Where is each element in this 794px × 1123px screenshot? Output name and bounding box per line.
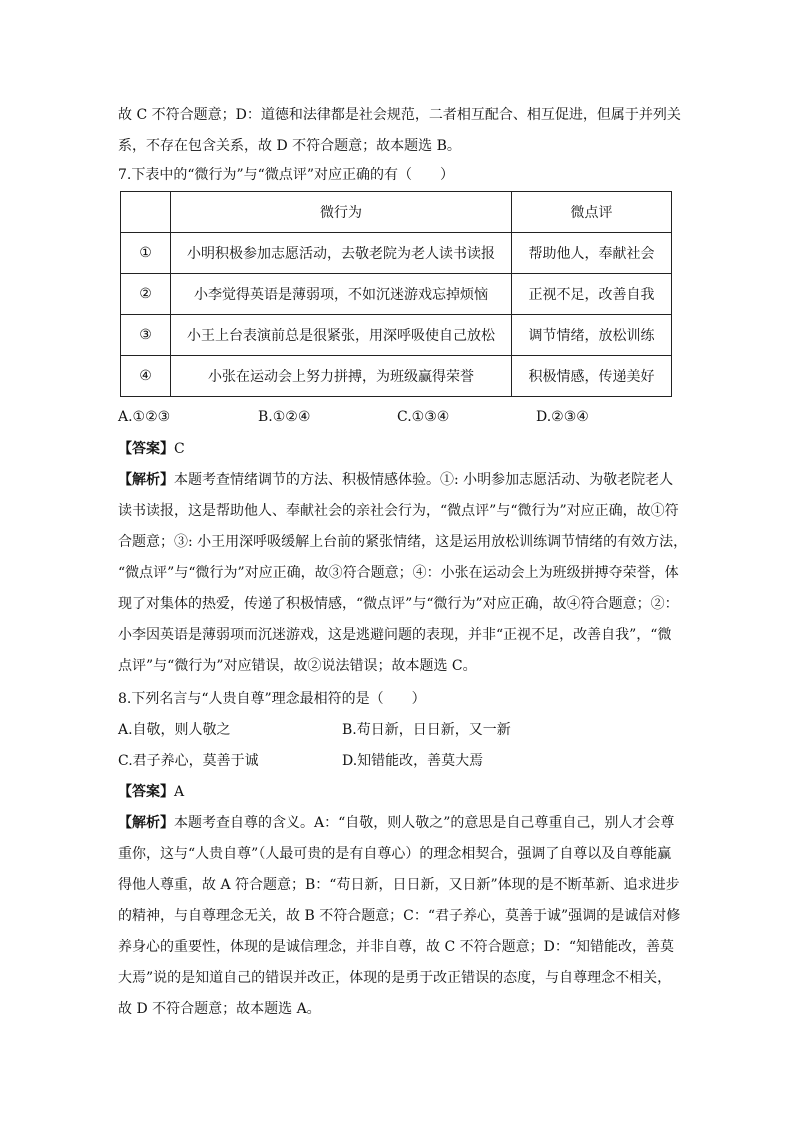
option-c: C.①③④	[397, 409, 450, 425]
intro-line: 故 C 不符合题意；D：道德和法律都是社会规范，二者相互配合、相互促进，但属于并列关	[118, 107, 681, 123]
analysis-text: 本题考查自尊的含义。A：“自敬，则人敬之”的意思是自己尊重自己，别人才会尊	[174, 815, 675, 831]
table-cell-behavior: 小明积极参加志愿活动，去敬老院为老人读书读报	[171, 233, 512, 274]
answer-label: 【答案】	[118, 441, 174, 457]
table-row	[121, 274, 672, 315]
q7-answer-block	[118, 434, 676, 465]
analysis-line: 合题意；③: 小王用深呼吸缓解上台前的紧张情绪，这是运用放松训练调节情绪的有效方法，	[118, 534, 688, 550]
table-cell-behavior: 小王上台表演前总是很紧张，用深呼吸使自己放松	[171, 315, 512, 356]
answer-line	[118, 777, 676, 808]
table-header-cell: 微行为	[171, 192, 512, 233]
q8-stem-block	[118, 684, 676, 715]
table-row	[121, 233, 672, 274]
table-cell-index: ①	[121, 233, 171, 274]
table-row	[121, 315, 672, 356]
analysis-line	[118, 808, 676, 839]
answer-value: A	[174, 784, 185, 800]
table-cell-behavior: 小张在运动会上努力拼搏，为班级赢得荣誉	[171, 356, 512, 397]
table-row	[121, 356, 672, 397]
q8-answer-block	[118, 777, 676, 808]
analysis-line: 的精神，与自尊理念无关，故 B 不符合题意；C：“君子养心，莫善于诚”强调的是诚信对修	[118, 908, 681, 924]
analysis-line: 大焉”说的是知道自己的错误并改正，体现的是勇于改正错误的态度，与自尊理念不相关，	[118, 970, 672, 986]
option-d: D.知错能改，善莫大焉	[342, 753, 484, 769]
table-cell-comment: 调节情绪，放松训练	[512, 315, 672, 356]
analysis-line: “微点评”与“微行为”对应正确，故③符合题意；④：小张在运动会上为班级拼搏夺荣誉，体	[118, 565, 679, 581]
answer-label: 【答案】	[118, 784, 174, 800]
table-header-cell: 微点评	[512, 192, 672, 233]
table-cell-comment: 正视不足，改善自我	[512, 274, 672, 315]
table-cell-index: ③	[121, 315, 171, 356]
analysis-line: 小李因英语是薄弱项而沉迷游戏，这是逃避问题的表现，并非“正视不足，改善自我”，“微	[118, 627, 672, 643]
q7-stem-block	[118, 160, 676, 191]
question-stem: 7.下表中的“微行为”与“微点评”对应正确的有（ ）	[118, 167, 454, 183]
intro-line: 系，不存在包含关系，故 D 不符合题意；故本题选 B。	[118, 138, 461, 154]
table-cell-behavior: 小李觉得英语是薄弱项，不如沉迷游戏忘掉烦恼	[171, 274, 512, 315]
option-a: A.①②③	[118, 409, 171, 425]
analysis-line	[118, 465, 676, 496]
analysis-text: 本题考查情绪调节的方法、积极情感体验。①: 小明参加志愿活动、为敬老院老人	[174, 472, 674, 488]
table-cell-index: ④	[121, 356, 171, 397]
table-header-cell	[121, 192, 171, 233]
option-b: B.①②④	[258, 409, 311, 425]
q7-analysis-block	[118, 465, 688, 682]
analysis-line: 现了对集体的热爱，传递了积极情感，“微点评”与“微行为”对应正确，故④符合题意；②：	[118, 596, 679, 612]
q8-analysis-block	[118, 808, 681, 1025]
analysis-label: 【解析】	[118, 815, 174, 831]
analysis-label: 【解析】	[118, 472, 174, 488]
answer-value: C	[174, 441, 185, 457]
analysis-line: 读书读报，这是帮助他人、奉献社会的亲社会行为，“微点评”与“微行为”对应正确，故①符	[118, 503, 679, 519]
option-b: B.苟日新，日日新，又一新	[342, 722, 511, 738]
analysis-line: 得他人尊重，故 A 符合题意；B：“苟日新，日日新，又日新”体现的是不断革新、追求进步	[118, 877, 680, 893]
question-stem: 8.下列名言与“人贵自尊”理念最相符的是（ ）	[118, 691, 426, 707]
table-header-row	[121, 192, 672, 233]
answer-line	[118, 434, 676, 465]
q7-table	[120, 191, 672, 397]
analysis-line: 故 D 不符合题意；故本题选 A。	[118, 1001, 321, 1017]
table-cell-comment: 积极情感，传递美好	[512, 356, 672, 397]
analysis-line: 点评”与“微行为”对应错误，故②说法错误；故本题选 C。	[118, 658, 477, 674]
table-cell-comment: 帮助他人，奉献社会	[512, 233, 672, 274]
option-a: A.自敬，则人敬之	[118, 722, 231, 738]
intro-block	[118, 100, 681, 162]
option-d: D.②③④	[536, 409, 589, 425]
table-cell-index: ②	[121, 274, 171, 315]
option-c: C.君子养心，莫善于诚	[118, 753, 259, 769]
analysis-line: 重你，这与“人贵自尊”（人最可贵的是有自尊心）的理念相契合，强调了自尊以及自尊能赢	[118, 846, 672, 862]
analysis-line: 养身心的重要性，体现的是诚信理念，并非自尊，故 C 不符合题意；D：“知错能改，善莫	[118, 939, 674, 955]
